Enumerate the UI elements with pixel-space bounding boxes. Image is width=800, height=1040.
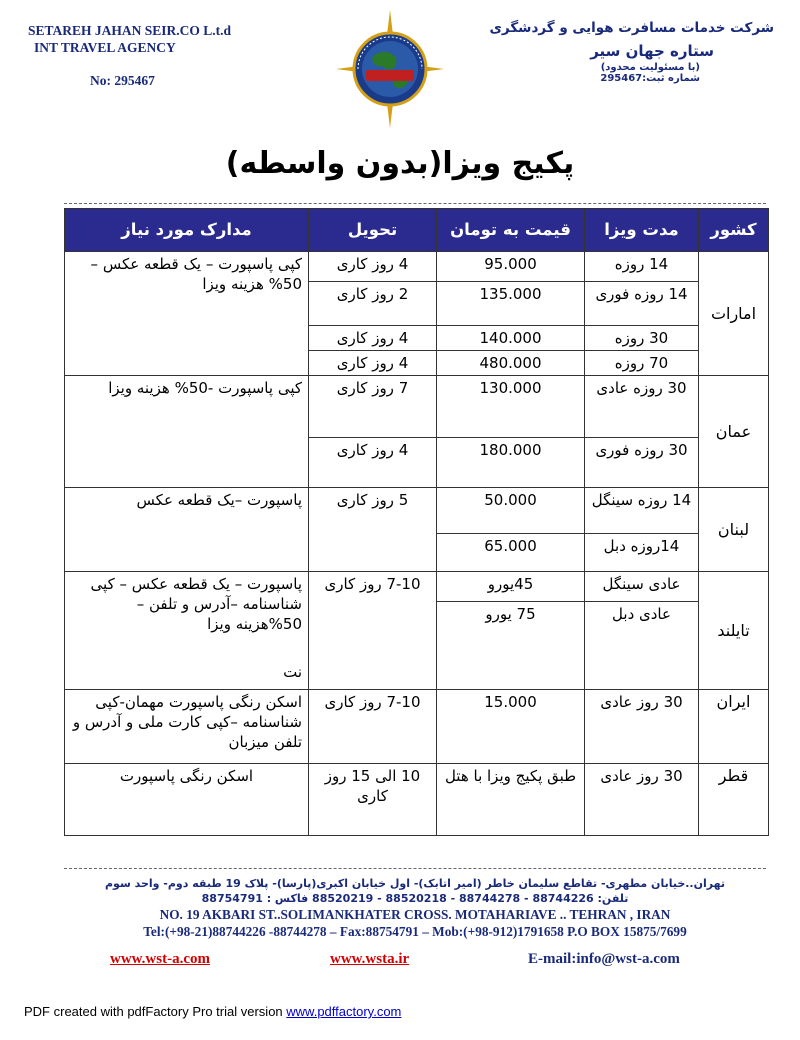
company-name-fa: ستاره جهان سیر bbox=[590, 42, 714, 60]
company-name-en: SETAREH JAHAN SEIR.CO L.t.d bbox=[28, 23, 232, 38]
table-header-row bbox=[65, 209, 769, 252]
phones-en: Tel:(+98-21)88744226 -88744278 – Fax:88754791 – Mob:(+98-912)1791658 P.O BOX 15875/7699 bbox=[143, 924, 687, 939]
pdf-note-text: PDF created with pdfFactory Pro trial version bbox=[24, 1004, 287, 1019]
website-link-1[interactable]: www.wst-a.com bbox=[110, 951, 210, 967]
docs-text: پاسپورت – یک قطعه عکس – کپی شناسنامه –آدرس و تلفن – 50%هزینه ویزا bbox=[90, 575, 302, 633]
table-row bbox=[65, 764, 769, 836]
header-persian bbox=[474, 20, 774, 84]
price-cell: 140.000 bbox=[437, 326, 585, 351]
duration-cell: 30 روزه عادی bbox=[585, 376, 699, 438]
price-cell: 50.000 bbox=[437, 488, 585, 534]
duration-cell: 14 روزه فوری bbox=[585, 282, 699, 326]
top-divider bbox=[64, 203, 766, 204]
country-cell: عمان bbox=[699, 376, 769, 488]
price-cell: 480.000 bbox=[437, 351, 585, 376]
header-country: کشور bbox=[699, 209, 769, 252]
header-duration: مدت ویزا bbox=[585, 209, 699, 252]
delivery-cell: 7-10 روز کاری bbox=[309, 572, 437, 690]
delivery-cell: 2 روز کاری bbox=[309, 282, 437, 326]
footer bbox=[64, 876, 766, 940]
bottom-divider bbox=[64, 868, 766, 869]
header-docs: مدارک مورد نیاز bbox=[65, 209, 309, 252]
address-en: NO. 19 AKBARI ST..SOLIMANKHATER CROSS. MOTAHARIAVE .. TEHRAN , IRAN bbox=[159, 907, 671, 922]
table-row bbox=[65, 376, 769, 438]
price-cell: 75 یورو bbox=[437, 602, 585, 690]
docs-extra: نت bbox=[283, 663, 302, 681]
docs-cell: اسکن رنگی پاسپورت مهمان-کپی شناسنامه –کپی کارت ملی و آدرس و تلفن میزبان bbox=[65, 690, 309, 764]
registration-number-en: No: 295467 bbox=[90, 73, 155, 88]
phones-fa: تلفن: 88744226 - 88744278 - 88520218 - 88520219 فاکس : 88754791 bbox=[201, 892, 629, 905]
price-cell: 15.000 bbox=[437, 690, 585, 764]
duration-cell: 14روزه دبل bbox=[585, 534, 699, 572]
price-cell: 95.000 bbox=[437, 252, 585, 282]
duration-cell: 30 روز عادی bbox=[585, 690, 699, 764]
duration-cell: 30 روزه bbox=[585, 326, 699, 351]
delivery-cell: 4 روز کاری bbox=[309, 326, 437, 351]
table-row bbox=[65, 690, 769, 764]
table-row bbox=[65, 572, 769, 602]
duration-cell: عادی سینگل bbox=[585, 572, 699, 602]
company-logo bbox=[336, 10, 444, 128]
agency-name-en: INT TRAVEL AGENCY bbox=[34, 40, 176, 55]
address-fa: تهران..خیابان مطهری- تقاطع سلیمان خاطر (امیر اتابک)- اول خیابان اکبری(پارسا)- پلاک 19 طبقه دوم- واحد سوم bbox=[104, 877, 725, 890]
delivery-cell: 5 روز کاری bbox=[309, 488, 437, 572]
delivery-cell: 7 روز کاری bbox=[309, 376, 437, 438]
page-title: پکیج ویزا(بدون واسطه) bbox=[225, 146, 575, 181]
delivery-cell: 4 روز کاری bbox=[309, 351, 437, 376]
pdffactory-link[interactable]: www.pdffactory.com bbox=[286, 1004, 402, 1019]
pdf-note bbox=[24, 1004, 401, 1019]
price-cell: طبق پکیج ویزا با هتل bbox=[437, 764, 585, 836]
email-link[interactable]: E-mail:info@wst-a.com bbox=[528, 951, 680, 967]
country-cell: لبنان bbox=[699, 488, 769, 572]
delivery-cell: 10 الی 15 روز کاری bbox=[309, 764, 437, 836]
delivery-cell: 7-10 روز کاری bbox=[309, 690, 437, 764]
country-cell: قطر bbox=[699, 764, 769, 836]
price-cell: 180.000 bbox=[437, 438, 585, 488]
country-cell: امارات bbox=[699, 252, 769, 376]
duration-cell: 30 روزه فوری bbox=[585, 438, 699, 488]
delivery-cell: 4 روز کاری bbox=[309, 252, 437, 282]
docs-cell: کپی پاسپورت – یک قطعه عکس – 50% هزینه ویزا bbox=[65, 252, 309, 376]
price-cell: 45یورو bbox=[437, 572, 585, 602]
duration-cell: 14 روزه سینگل bbox=[585, 488, 699, 534]
docs-cell: پاسپورت –یک قطعه عکس bbox=[65, 488, 309, 572]
docs-cell bbox=[65, 572, 309, 690]
duration-cell: 14 روزه bbox=[585, 252, 699, 282]
duration-cell: 70 روزه bbox=[585, 351, 699, 376]
company-desc-fa: شرکت خدمات مسافرت هوایی و گردشگری bbox=[489, 20, 774, 36]
country-cell: تایلند bbox=[699, 572, 769, 690]
delivery-cell: 4 روز کاری bbox=[309, 438, 437, 488]
duration-cell: 30 روز عادی bbox=[585, 764, 699, 836]
website-link-2[interactable]: www.wsta.ir bbox=[330, 951, 410, 967]
visa-package-table bbox=[64, 208, 769, 836]
price-cell: 65.000 bbox=[437, 534, 585, 572]
docs-cell: کپی پاسپورت -50% هزینه ویزا bbox=[65, 376, 309, 488]
duration-cell: عادی دبل bbox=[585, 602, 699, 690]
header-english bbox=[28, 22, 328, 89]
price-cell: 135.000 bbox=[437, 282, 585, 326]
header-price: قیمت به تومان bbox=[437, 209, 585, 252]
docs-cell: اسکن رنگی پاسپورت bbox=[65, 764, 309, 836]
price-cell: 130.000 bbox=[437, 376, 585, 438]
table-row bbox=[65, 252, 769, 282]
header-delivery: تحویل bbox=[309, 209, 437, 252]
country-cell: ایران bbox=[699, 690, 769, 764]
table-row bbox=[65, 488, 769, 534]
registration-number-fa: شماره ثبت:295467 bbox=[600, 73, 700, 84]
company-ltd-fa: (با مسئولیت محدود) bbox=[600, 62, 700, 73]
